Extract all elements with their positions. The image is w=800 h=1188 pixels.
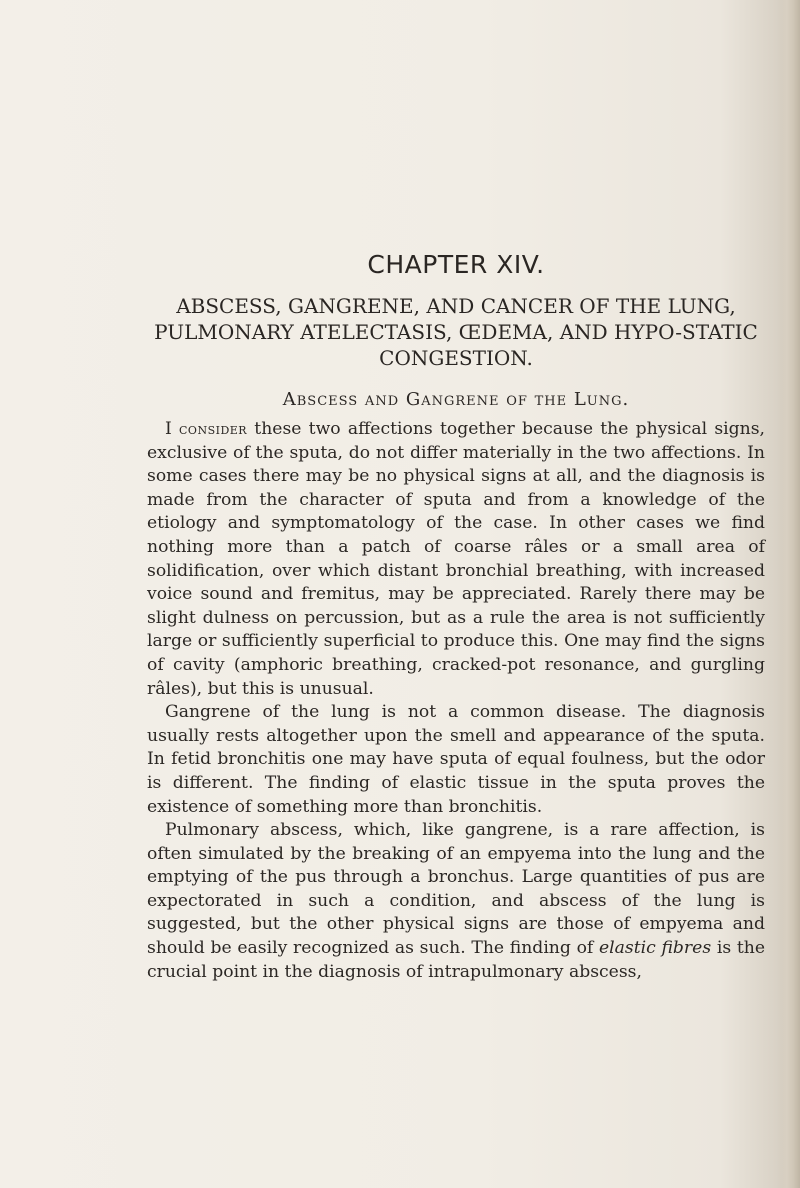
paragraph-2-text: Gangrene of the lung is not a common disease. The diagnosis usually rests altogether upon the smell and appearance of the sputa. In fetid bronchitis one may have sputa of equal foulness, but the odor is different. The finding of elastic tissue in the sputa proves the existence of something more than bronchitis. [147,702,765,817]
paragraph-3-text-before: Pulmonary abscess, which, like gangrene, is a rare affection, is often simulated by the breaking of an empyema into the lung and the emptying of the pus through a bronchus. Large quantities of pus are expectorated in such a condition, and abscess of the lung is suggested, but the other physical signs are those of empyema and should be easily recognized as such. The finding of [147,820,765,959]
chapter-title: ABSCESS, GANGRENE, AND CANCER OF THE LUNG, PULMONARY ATELECTASIS, ŒDEMA, AND HYPO-STATIC CONGESTION. [154,294,758,370]
paragraph-2 [147,701,765,819]
chapter-heading: CHAPTER XIV. [367,250,545,279]
page-edge [778,0,800,1188]
paragraph-1-initial: I [165,419,172,439]
page-content [147,250,765,984]
paragraph-1 [147,418,765,701]
paragraph-3 [147,819,765,984]
paragraph-1-text: these two affections together because the physical signs, exclusive of the sputa, do not differ materially in the two affections. In some cases there may be no physical signs at all, and the diagnosis is made from the character of sputa and from a knowledge of the etiology and symptomatology of the case. In other cases we find nothing more than a patch of coarse râles or a small area of solidification, over which distant bronchial breathing, with increased voice sound and fremitus, may be appreciated. Rarely there may be slight dulness on percussion, but as a rule the area is not sufficiently large or sufficiently superficial to produce this. One may find the signs of cavity (amphoric breathing, cracked-pot resonance, and gurgling râles), but this is unusual. [147,419,765,699]
section-title: Abscess and Gangrene of the Lung. [282,389,630,410]
paragraph-3-italic: elastic fibres [599,938,712,959]
paragraph-3-text-after: is the crucial point in the diagnosis of intrapulmonary abscess, [147,938,765,982]
paragraph-1-lead-caps: consider [179,420,248,438]
